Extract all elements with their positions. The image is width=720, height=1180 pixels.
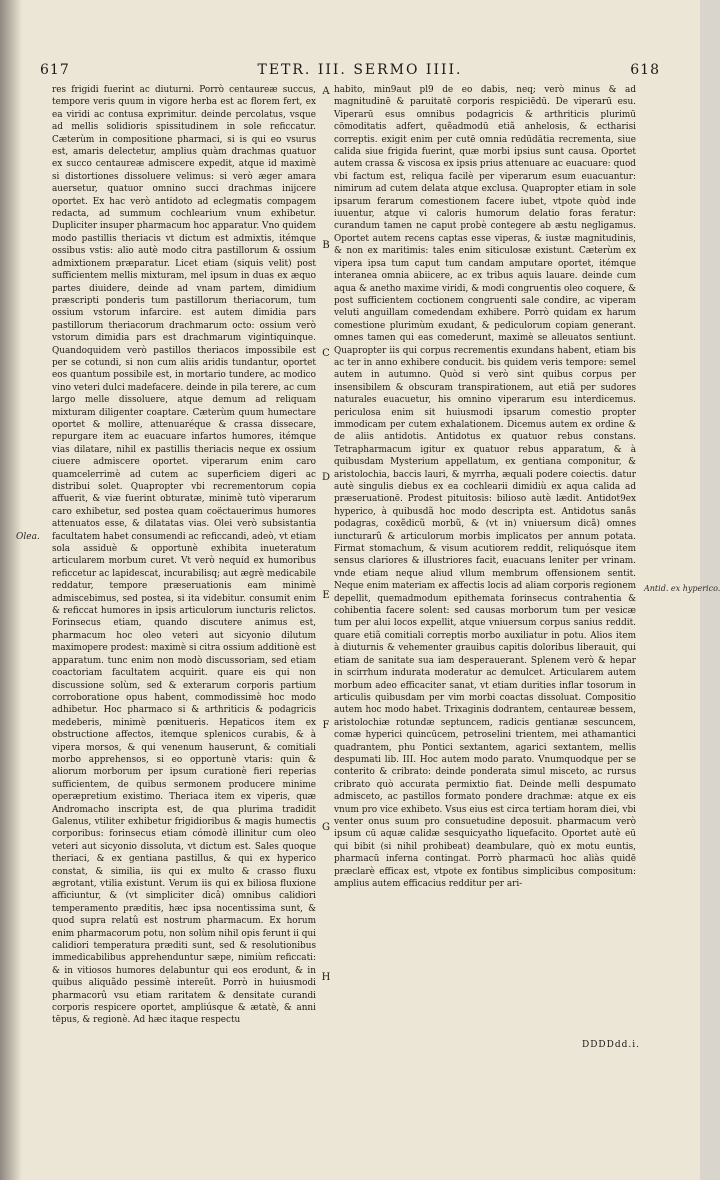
text-column-right — [334, 84, 636, 890]
page-number-left: 617 — [40, 62, 70, 78]
section-letter-a: A — [322, 86, 330, 97]
page-number-right: 618 — [630, 62, 660, 78]
book-gutter-shadow — [0, 0, 22, 1180]
section-letter-g: G — [322, 822, 330, 833]
running-header — [40, 62, 680, 84]
column-left-text: res frigidi fuerint ac diuturni. Porrò centaureæ succus, tempore veris quum in vigore herba est ac florem fert, ex ea viridi ac contusa exprimitur. deinde percolatus, vsque ad mellis solidioris spissitudinem in sole reficcatur. Cæterùm in compositione pharmaci, si is qui eo vsurus est, amaris delectetur, amplius quàm drachmas quatuor ex succo centaureæ admiscere expedit, atque id maximè si distortiones dissoluere velimus: si verò æger amara auersetur, quatuor omnino succi drachmas inijcere oportet. Ex hac verò antidoto ad eclegmatis compagem redacta, ad summum cochlearium vnum exhibetur. Dupliciter insuper pharmacum hoc apparatur. Vno quidem modo pastillis theriacis vt dictum est admixtis, itémque ossibus vstis: alio autè modo citra pastillorum & ossium admixtionem præparatur. Licet etiam (siquis velit) post sufficientem mellis mixturam, mel ipsum in duas ex æquo partes diuidere, deinde ad vnam partem, dimidium præscripti ponderis tum pastillorum theriacorum, tum ossium vstorum infarcire. est autem dimidia pars pastillorum theriacorum drachmarum octo: ossium verò vstorum dimidia pars est drachmarum vigintiquinque. Quandoquidem verò pastillos theriacos impossibile est per se cotundi, si non cum aliis aridis tundantur, oportet eos quantum possibile est, in mortario tundere, ac modico vino veteri dulci madefacere. deinde in pila terere, ac cum largo melle dissoluere, atque demum ad reliquam mixturam diligenter coaptare. Cæterùm quum humectare oportet & mollire, attenuaréque & crassa dissecare, repurgare item ac euacuare infartos humores, itémque vias dilatare, nihil ex pastillis theriacis neque ex ossium ciuere admiscere oportet. viperarum enim caro quamcelerrimè ad cutem ac superficiem digeri ac distribui solet. Quapropter vbi recrementorum copia affuerit, & viæ fuerint obturatæ, minimè tutò viperarum caro exhibetur, sed postea quam coëctauerimus humores attenuatos esse, & dilatatas vias. Olei verò subsistantia facultatem habet consumendi ac reficcandi, adeò, vt etiam sola assiduè & opportunè exhibita inueteratum articularem morbum curet. Vt verò nequid ex humoribus reficcetur ac lapidescat, incurabilisq; aut ægrè medicabile reddatur, tempore præseruationis eam minimè admiscebimus, sed postea, si ita videbitur. consumit enim & reficcat humores in ipsis articulorum iuncturis relictos. Forinsecus etiam, quando discutere animus est, pharmacum hoc oleo veteri aut sicyonio dilutum maximopere prodest: maximè si citra ossium additionè est apparatum. tunc enim non modò discussoriam, sed etiam coactoriam facultatem acquirit. quare eis qui non discussione solùm, sed & exterarum corporis partium corroboratione opus habent, commodissimè hoc modo adhibetur. Hoc pharmaco si & arthriticis & podagricis medeberis, minimè pœnitueris. Hepaticos item ex obstructione affectos, itemque splenicos curabis, & à vipera morsos, & qui venenum hauserunt, & comitiali morbo apprehensos, si eo opportunè vtaris: quin & aliorum morborum per ipsum curationè fieri reperias sufficientem, de quibus sermonem producere minime operæpretium existimo. Theriaca item ex viperis, quæ Andromacho inscripta est, de qua plurima tradidit Galenus, vtiliter exhibetur frigidioribus & magis humectis corporibus: forinsecus etiam cómodè illinitur cum oleo veteri aut sicyonio dissoluta, vt dictum est. Sales quoque theriaci, & ex gentiana pastillus, & qui ex hyperico constat, & similia, iis qui ex multo & crasso fluxu ægrotant, vtilia existunt. Verum iis qui ex biliosa fluxione afficiuntur, & (vt simpliciter dicâ) omnibus calidiori temperamento præditis, hæc ipsa nocentissima sunt, & quod supra relatû est nostrum pharmacum. Ex horum enim pharmacorum potu, non solùm nihil opis ferunt ii qui calidiori temperatura præditi sunt, sed & resolutionibus immedicabilibus apprehenduntur sæpe, nimiùm reficcati: & in vitiosos humores delabuntur qui eos erodunt, & in quibus aliquãdo pessimè intereũt. Porrò in huiusmodi pharmacorû vsu etiam raritatem & densitate curandi corporis respicere oportet, ampliúsque & ætatè, & anni tēpus, & regionè. Ad hæc itaque respectu — [52, 85, 316, 1026]
section-letter-c: C — [322, 348, 330, 359]
text-column-left — [52, 84, 316, 1027]
section-letter-d: D — [321, 472, 331, 483]
margin-note-olea: Olea. — [16, 532, 40, 542]
section-letter-h: H — [321, 972, 331, 983]
margin-note-antidotus: Antid. ex hyperico. — [644, 584, 720, 593]
column-right-text: habito, min9aut pl9 de eo dabis, neq; verò minus & ad magnitudinē & paruitatē corporis respiciēdū. De viperarū esu. Viperarū esus omnibus podagricis & arthriticis plurimū cōmoditatis adfert, quẽadmodū etiã anhelosis, & ectharisi correptis. exigit enim per cutē omnia redūdātia recrementa, siue calida siue frigida fuerint, quæ morbi ipsius sunt causa. Oportet autem crassa & viscosa ex ipsis prius attenuare ac euacuare: quod vbi factum est, reliqua facilè per viperarum esum euacuantur: nimirum ad cutem delata atque exclusa. Quapropter etiam in sole ipsarum ferarum comestionem facere iubet, vtpote quòd inde iuuentur, atque vi caloris humorum delatio foras feratur: curandum tamen ne caput probè contegere ab æstu negligamus. Oportet autem recens captas esse viperas, & iustæ magnitudinis, & non ex maritimis: tales enim siticulosæ existunt. Cæterùm ex vipera ipsa tum caput tum candam amputare oportet, itémque interanea omnia abiicere, ac ex tribus aquis lauare. deinde cum aqua & anetho maxime viridi, & modi congruentis oleo coquere, & post sufficientem coctionem congruenti sale condire, ac viperam veluti anguillam comedendam exhibere. Porrò quidam ex harum comestione plurimùm exudant, & pediculorum copiam generant. omnes tamen qui eas comederunt, maximè se alleuatos sentiunt. Quapropter iis qui corpus recrementis exundans habent, etiam bis ac ter in anno exhibere conducit. bis quidem veris tempore: semel autem in autumno. Quòd si verò sint quibus corpus per insensibilem & obscuram transpirationem, aut etiã per sudores naturales euacuetur, his omnino viperarum esu interdicemus. periculosa enim sit huiusmodi ipsarum comestio propter immodicam per cutem exhalationem. Dicemus autem ex ordine & de aliis antidotis. Antidotus ex quatuor rebus constans. Tetrapharmacum igitur ex quatuor rebus apparatum, & à quibusdam Mysterium appellatum, ex gentiana componitur, & aristolochia, baccis lauri, & myrrha, æquali podere coiectis. datur autè singulis diebus ex ea cochlearii dimidiù ex aqua calida ad præseruationē. Prodest pituitosis: bilioso autè lædit. Antidot9ex hyperico, à quibusdã hoc modo descripta est. Antidotus sanãs podagras, coxẽdicũ morbũ, & (vt in) vniuersum dicã) omnes iuncturarũ & articulorum morbis implicatos per annum potata. Firmat stomachum, & visum acutiorem reddit, reliquósque item sensus clariores & illustriores facit, euacuans leniter per vrinam. vnde etiam neque aliud vllum membrum offensionem sentit. Neque enim materiam ex affectis locis ad aliam corporis regionem depellit, quemadmodum epithemata forinsecus contrahentia & cohibentia facere solent: sed causas morborum tum per vesicæ tum per alui locos expellit, atque vniuersum corpus sanius reddit. quare etiã comitiali correptis morbo auxiliatur in potu. Alios item à diuturnis & vehementer grauibus capitis doloribus liberauit, qui etiam de sanitate sua iam desperauerant. Splenem verò & hepar in scirrhum indurata moderatur ac demulcet. Articularem autem morbum adeo efficaciter sanat, vt etiam durities inflar tosorum in articulis quibusdam per vim morbi coactas dissoluat. Compositio autem hoc modo habet. Trixaginis dodrantem, centaureæ bessem, aristolochiæ rotundæ septuncem, radicis gentianæ sescuncem, comæ hyperici quincūcem, petroselini trientem, mei athamantici quadrantem, phu Pontici sextantem, agarici sextantem, mellis despumati lib. III. Hoc autem modo parato. Vnumquodque per se conterito & cribrato: deinde ponderata simul misceto, ac rursus cribrato quò accurata permixtio fiat. Deinde melli despumato admisceto, ac pastillos formato pondere drachmæ: atque ex eis vnum pro vice exhibeto. Vsus eius est circa tertiam horam diei, vbi venter onus suum pro consuetudine deposuit. pharmacum verò ipsum cū aquæ calidæ sesquicyatho liquefacito. Oportet autè eū qui bibit (si nihil prohibeat) deambulare, quò ex motu euntis, pharmacū inferna contingat. Porrò pharmacū hoc aliàs quidē præclarè efficax est, vtpote ex fontibus simplicibus compositum: amplius autem efficacius redditur per ari- — [334, 85, 636, 889]
section-letter-f: F — [322, 720, 330, 731]
running-title: TETR. III. SERMO IIII. — [257, 62, 463, 78]
signature-mark: DDDDdd.i. — [582, 1040, 640, 1050]
section-letter-b: B — [322, 240, 330, 251]
section-letter-e: E — [322, 590, 330, 601]
